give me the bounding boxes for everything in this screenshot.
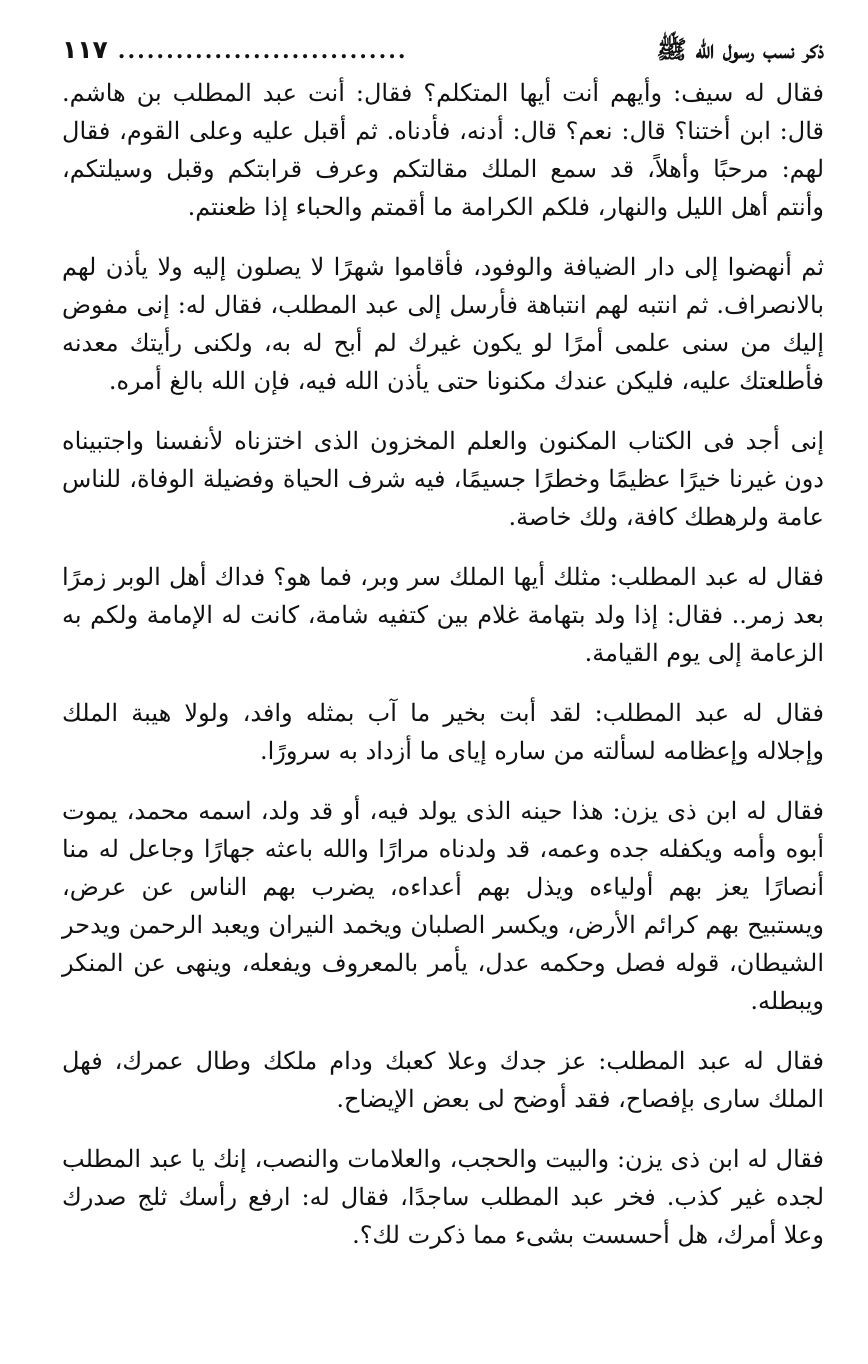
paragraph-2: ثم أنهضوا إلى دار الضيافة والوفود، فأقاموا شهرًا لا يصلون إليه ولا يأذن لهم بالانصراف. ثم انتبه لهم انتباهة فأرسل إلى عبد المطلب، فقال له: إنى مفوض إليك من سنى علمى أمرًا لو يكون غيرك لم أبح له به، ولكنى رأيتك معدنه فأطلعتك عليه، فليكن عندك مكنونا حتى يأذن الله فيه، فإن الله بالغ أمره. <box>62 253 824 395</box>
paragraph-4: فقال له عبد المطلب: مثلك أيها الملك سر وبر، فما هو؟ فداك أهل الوبر زمرًا بعد زمر.. فقال: إذا ولد بتهامة غلام بين كتفيه شامة، كانت له الإمامة ولكم به الزعامة إلى يوم القيامة. <box>62 563 825 667</box>
book-page <box>62 28 824 1276</box>
paragraph-5: فقال له عبد المطلب: لقد أبت بخير ما آب بمثله وافد، ولولا هيبة الملك وإجلاله وإعظامه لسألته من ساره إياى ما أزداد به سرورًا. <box>62 699 824 765</box>
running-header <box>62 28 824 72</box>
body-text <box>62 74 824 1254</box>
paragraph-8: فقال له ابن ذى يزن: والبيت والحجب، والعلامات والنصب، إنك يا عبد المطلب لجده غير كذب. فخر عبد المطلب ساجدًا، فقال له: ارفع رأسك ثلج صدرك وعلا أمرك، هل أحسست بشىء مما ذكرت لك؟. <box>62 1145 824 1249</box>
page-number: ١١٧ <box>62 35 108 64</box>
paragraph-1: فقال له سيف: وأيهم أنت أيها المتكلم؟ فقال: أنت عبد المطلب بن هاشم. قال: ابن أختنا؟ قال: نعم؟ قال: أدنه، فأدناه. ثم أقبل عليه وعلى القوم، فقال لهم: مرحبًا وأهلاً، قد سمع الملك مقالتكم وعرف قرابتكم وقبل وسيلتكم، وأنتم أهل الليل والنهار، فلكم الكرامة ما أقمتم والحباء إذا ظعنتم. <box>62 79 825 221</box>
leader-dots: .............................. <box>117 38 408 64</box>
paragraph-3: إنى أجد فى الكتاب المكنون والعلم المخزون الذى اختزناه لأنفسنا واجتبيناه دون غيرنا خيرًا عظيمًا وخطرًا جسيمًا، فيه شرف الحياة وفضيلة الوفاة، للناس عامة ولرهطك كافة، ولك خاصة. <box>62 427 824 531</box>
chapter-title: ذكر نسب رسول الله ﷺ <box>656 35 824 64</box>
paragraph-7: فقال له عبد المطلب: عز جدك وعلا كعبك ودام ملكك وطال عمرك، فهل الملك سارى بإفصاح، فقد أوضح لى بعض الإيضاح. <box>62 1047 824 1113</box>
paragraph-6: فقال له ابن ذى يزن: هذا حينه الذى يولد فيه، أو قد ولد، اسمه محمد، يموت أبوه وأمه ويكفله جده وعمه، قد ولدناه مرارًا والله باعثه جهارًا وجاعل له منا أنصارًا يعز بهم أولياءه ويذل بهم أعداءه، يضرب بهم الناس عن عرض، ويستبيح بهم كرائم الأرض، ويكسر الصلبان ويخمد النيران ويعبد الرحمن ويدحر الشيطان، قوله فصل وحكمه عدل، يأمر بالمعروف ويفعله، وينهى عن المنكر ويبطله. <box>62 797 824 1015</box>
